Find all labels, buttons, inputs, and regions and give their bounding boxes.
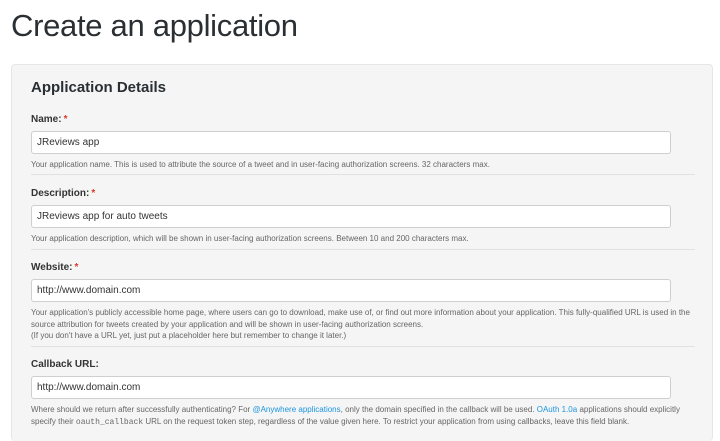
name-input[interactable] [31,131,671,154]
callback-help-text [31,404,695,428]
callback-field-group [31,359,695,428]
website-label-text: Website: [31,262,73,273]
callback-label-text: Callback URL: [31,359,99,370]
name-field-group [31,114,695,171]
section-title: Application Details [31,79,167,96]
callback-help-part2: , only the domain specified in the callback will be used. [340,405,537,414]
name-label [31,114,695,126]
description-input[interactable] [31,205,671,228]
oauth-link[interactable]: OAuth 1.0a [536,405,578,414]
name-help-text: Your application name. This is used to attribute the source of a tweet and in user-facing authorization screens. 32 characters max. [31,160,490,169]
name-label-text: Name: [31,114,62,125]
website-help-text [31,307,695,342]
description-required-mark: * [91,188,96,199]
website-field-group [31,262,695,342]
website-help-line2: (If you don't have a URL yet, just put a placeholder here but remember to change it later.) [31,331,347,340]
website-input[interactable] [31,279,671,302]
description-field-group [31,188,695,245]
callback-help-part3: applications should explicitly specify their [31,405,680,426]
divider [31,346,695,347]
anywhere-applications-link[interactable]: @Anywhere applications [252,405,341,414]
description-help-text: Your application description, which will be shown in user-facing authorization screens. Between 10 and 200 characters max. [31,234,469,243]
divider [31,174,695,175]
description-label-text: Description: [31,188,90,199]
divider [31,249,695,250]
callback-help-part4: URL on the request token step, regardless of the value given here. To restrict your application from using callbacks, leave this field blank. [143,416,630,426]
oauth-callback-code: oauth_callback [75,417,144,427]
website-label [31,262,695,274]
website-help-line1: Your application's publicly accessible home page, where users can go to download, make use of, or find out more information about your application. This fully-qualified URL is used in the source attribution for tweets created by your application and will be shown in user-facing authorization screens. [31,308,690,329]
description-label [31,188,695,200]
name-required-mark: * [63,114,68,125]
callback-help-part1: Where should we return after successfully authenticating? For [31,405,253,414]
page-title: Create an application [11,8,298,43]
callback-label [31,359,695,371]
website-required-mark: * [74,262,79,273]
application-details-panel [11,64,713,441]
callback-url-input[interactable] [31,376,671,399]
